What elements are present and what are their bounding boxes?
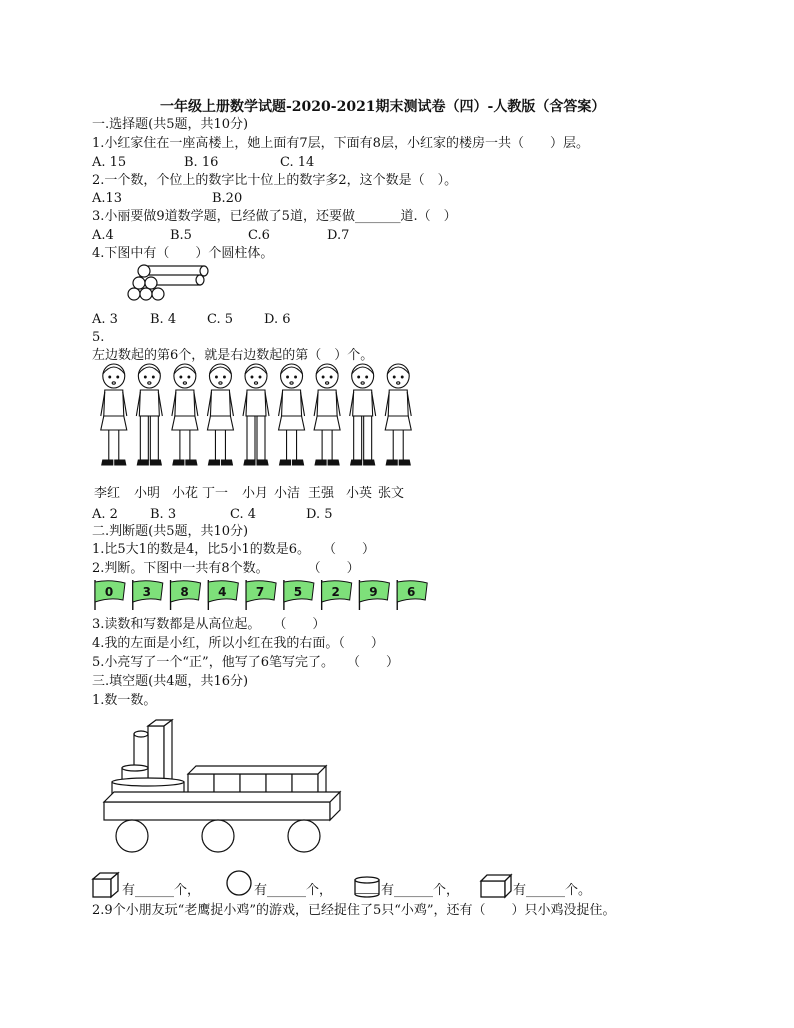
fill-cube-count: 有______个， [122, 883, 201, 898]
question-2-4: 4.我的左面是小红，所以小红在我的右面。（ ） [92, 636, 384, 651]
child-figure [385, 364, 411, 465]
option-1-5-b: B. 3 [150, 507, 177, 522]
fill-cylinder-count: 有______个， [381, 883, 460, 898]
cube-icon [92, 872, 120, 898]
question-1-3: 3.小丽要做9道数学题，已经做了5道，还要做_______道.（ ） [92, 209, 457, 224]
number-flag [171, 580, 201, 610]
child-name: 张文 [378, 486, 405, 501]
question-1-5-number: 5. [92, 330, 105, 345]
option-1-4-c: C. 5 [207, 312, 234, 327]
option-1-3-a: A.4 [92, 228, 114, 243]
number-flag [208, 580, 238, 610]
number-flag [284, 580, 314, 610]
flag-number: 8 [180, 585, 189, 599]
flag-number: 2 [331, 585, 340, 599]
section-2-heading: 二.判断题(共5题，共10分) [92, 524, 249, 539]
child-figure [172, 364, 198, 465]
child-name: 丁一 [202, 486, 229, 501]
truck-figure [100, 720, 350, 860]
question-1-5: 左边数起的第6个，就是右边数起的第（ ）个。 [92, 348, 374, 363]
flag-number: 5 [293, 585, 303, 599]
option-1-4-a: A. 3 [92, 312, 118, 327]
number-flag [322, 580, 352, 610]
number-flag [397, 580, 427, 610]
child-figure [279, 364, 305, 465]
number-flag [359, 580, 389, 610]
flag-number: 0 [104, 585, 114, 599]
number-flag [246, 580, 276, 610]
section-1-heading: 一.选择题(共5题，共10分) [92, 117, 249, 132]
option-1-1-c: C. 14 [280, 155, 315, 170]
option-1-5-c: C. 4 [230, 507, 257, 522]
child-figure [101, 364, 127, 465]
flag-number: 6 [407, 585, 416, 599]
number-flag [95, 580, 125, 610]
question-1-4: 4.下图中有（ ）个圆柱体。 [92, 246, 274, 261]
option-1-2-a: A.13 [92, 191, 123, 206]
fill-sphere-count: 有______个， [254, 883, 333, 898]
option-1-3-c: C.6 [248, 228, 270, 243]
question-2-1: 1.比5大1的数是4，比5小1的数是6。 （ ） [92, 542, 376, 557]
children-names [92, 482, 422, 500]
option-1-3-d: D.7 [327, 228, 350, 243]
flag-number: 4 [218, 585, 227, 599]
question-2-5: 5.小亮写了一个“正”，他写了6笔写完了。 （ ） [92, 655, 399, 670]
question-2-3: 3.读数和写数都是从高位起。 （ ） [92, 617, 326, 632]
child-name: 小洁 [274, 486, 301, 501]
question-3-1: 1.数一数。 [92, 693, 157, 708]
flag-number: 3 [142, 585, 151, 599]
option-1-1-b: B. 16 [184, 155, 219, 170]
option-1-4-d: D. 6 [264, 312, 291, 327]
option-1-1-a: A. 15 [92, 155, 127, 170]
child-name: 李红 [94, 486, 121, 501]
option-1-4-b: B. 4 [150, 312, 177, 327]
child-figure [207, 364, 233, 465]
children-figure [96, 362, 416, 470]
child-name: 小月 [242, 486, 269, 501]
cylinder-pile-figure [128, 262, 210, 304]
child-name: 王强 [308, 486, 335, 501]
option-1-5-a: A. 2 [92, 507, 118, 522]
option-1-2-b: B.20 [212, 191, 243, 206]
option-1-3-b: B.5 [170, 228, 192, 243]
question-3-2: 2.9个小朋友玩“老鹰捉小鸡”的游戏，已经捉住了5只“小鸡”，还有（ ）只小鸡没捉住。 [92, 903, 616, 918]
question-1-2: 2.一个数，个位上的数字比十位上的数字多2，这个数是（ ）。 [92, 173, 458, 188]
number-flags-figure [92, 578, 432, 612]
cylinder-icon [354, 876, 380, 898]
option-1-5-d: D. 5 [306, 507, 333, 522]
child-figure [350, 364, 376, 465]
cuboid-icon [480, 874, 512, 898]
section-3-heading: 三.填空题(共4题，共16分) [92, 674, 249, 689]
child-name: 小花 [172, 486, 199, 501]
page-title: 一年级上册数学试题-2020-2021期末测试卷（四）-人教版（含答案） [160, 99, 606, 115]
child-figure [136, 364, 162, 465]
child-figure [243, 364, 269, 465]
flag-number: 7 [255, 585, 265, 599]
question-2-2: 2.判断。下图中一共有8个数。 （ ） [92, 561, 360, 576]
child-name: 小英 [346, 486, 373, 501]
fill-cuboid-count: 有______个。 [513, 883, 592, 898]
number-flag [133, 580, 163, 610]
question-1-1: 1.小红家住在一座高楼上，她上面有7层，下面有8层，小红家的楼房一共（ ）层。 [92, 136, 589, 151]
child-name: 小明 [134, 486, 161, 501]
flag-number: 9 [369, 585, 378, 599]
sphere-icon [226, 870, 252, 896]
child-figure [314, 364, 340, 465]
